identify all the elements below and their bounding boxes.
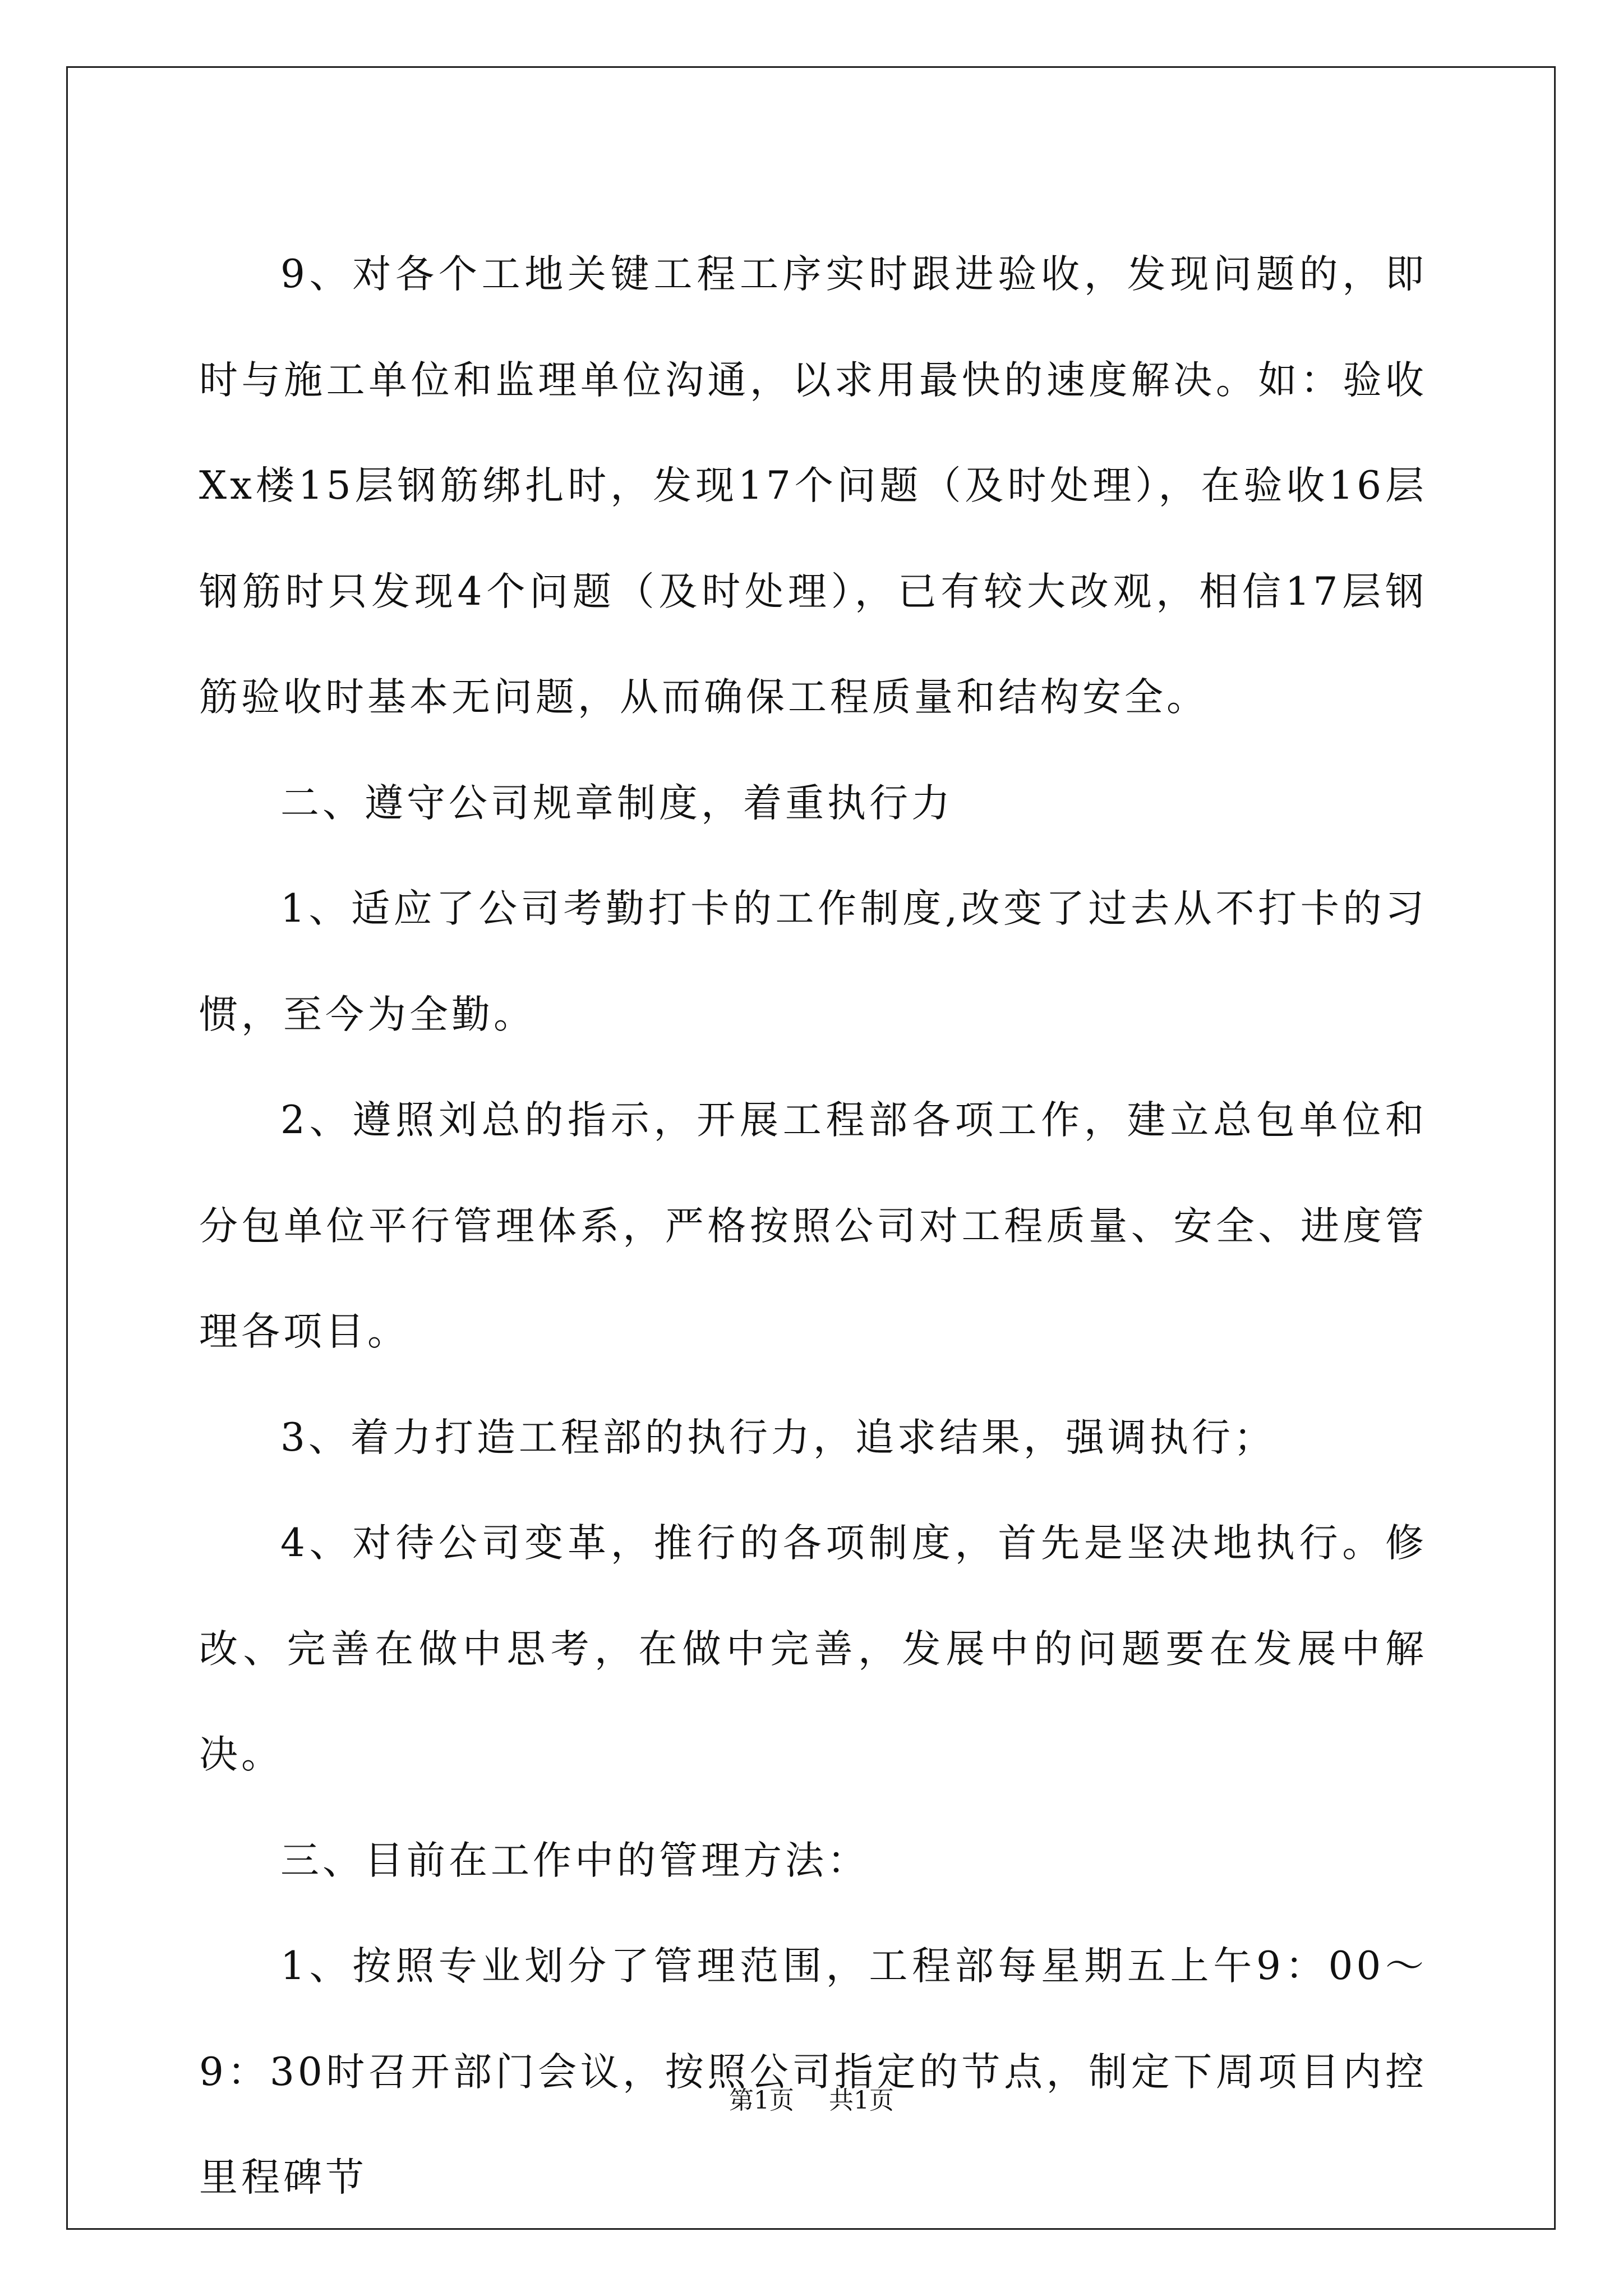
page-number: 第1页 [729,2086,794,2115]
paragraph-item-1-management: 1、按照专业划分了管理范围，工程部每星期五上午9：00～9：30时召开部门会议，按照公司指定的节点，制定下周项目内控里程碑节 [199,1944,1427,2200]
paragraph-item-1: 1、适应了公司考勤打卡的工作制度,改变了过去从不打卡的习惯，至今为全勤。 [199,886,1427,1037]
page-footer [0,2084,1623,2118]
document-body [199,222,1427,2231]
page-total: 共1页 [829,2086,894,2115]
paragraph-item-3: 3、着力打造工程部的执行力，追求结果，强调执行； [280,1415,1276,1460]
section-heading-3: 三、目前在工作中的管理方法： [280,1838,869,1883]
section-heading-2: 二、遵守公司规章制度，着重执行力 [280,780,953,826]
paragraph-item-9: 9、对各个工地关键工程工序实时跟进验收，发现问题的，即时与施工单位和监理单位沟通，以求用最快的速度解决。如：验收Xx楼15层钢筋绑扎时，发现17个问题（及时处理），在验收16层钢筋时只发现4个问题（及时处理），已有较大改观，相信17层钢筋验收时基本无问题，从而确保工程质量和结构安全。 [199,252,1427,720]
paragraph-item-2: 2、遵照刘总的指示，开展工程部各项工作，建立总包单位和分包单位平行管理体系，严格按照公司对工程质量、安全、进度管理各项目。 [199,1098,1427,1354]
paragraph-item-4: 4、对待公司变革，推行的各项制度，首先是坚决地执行。修改、完善在做中思考，在做中完善，发展中的问题要在发展中解决。 [199,1521,1427,1777]
